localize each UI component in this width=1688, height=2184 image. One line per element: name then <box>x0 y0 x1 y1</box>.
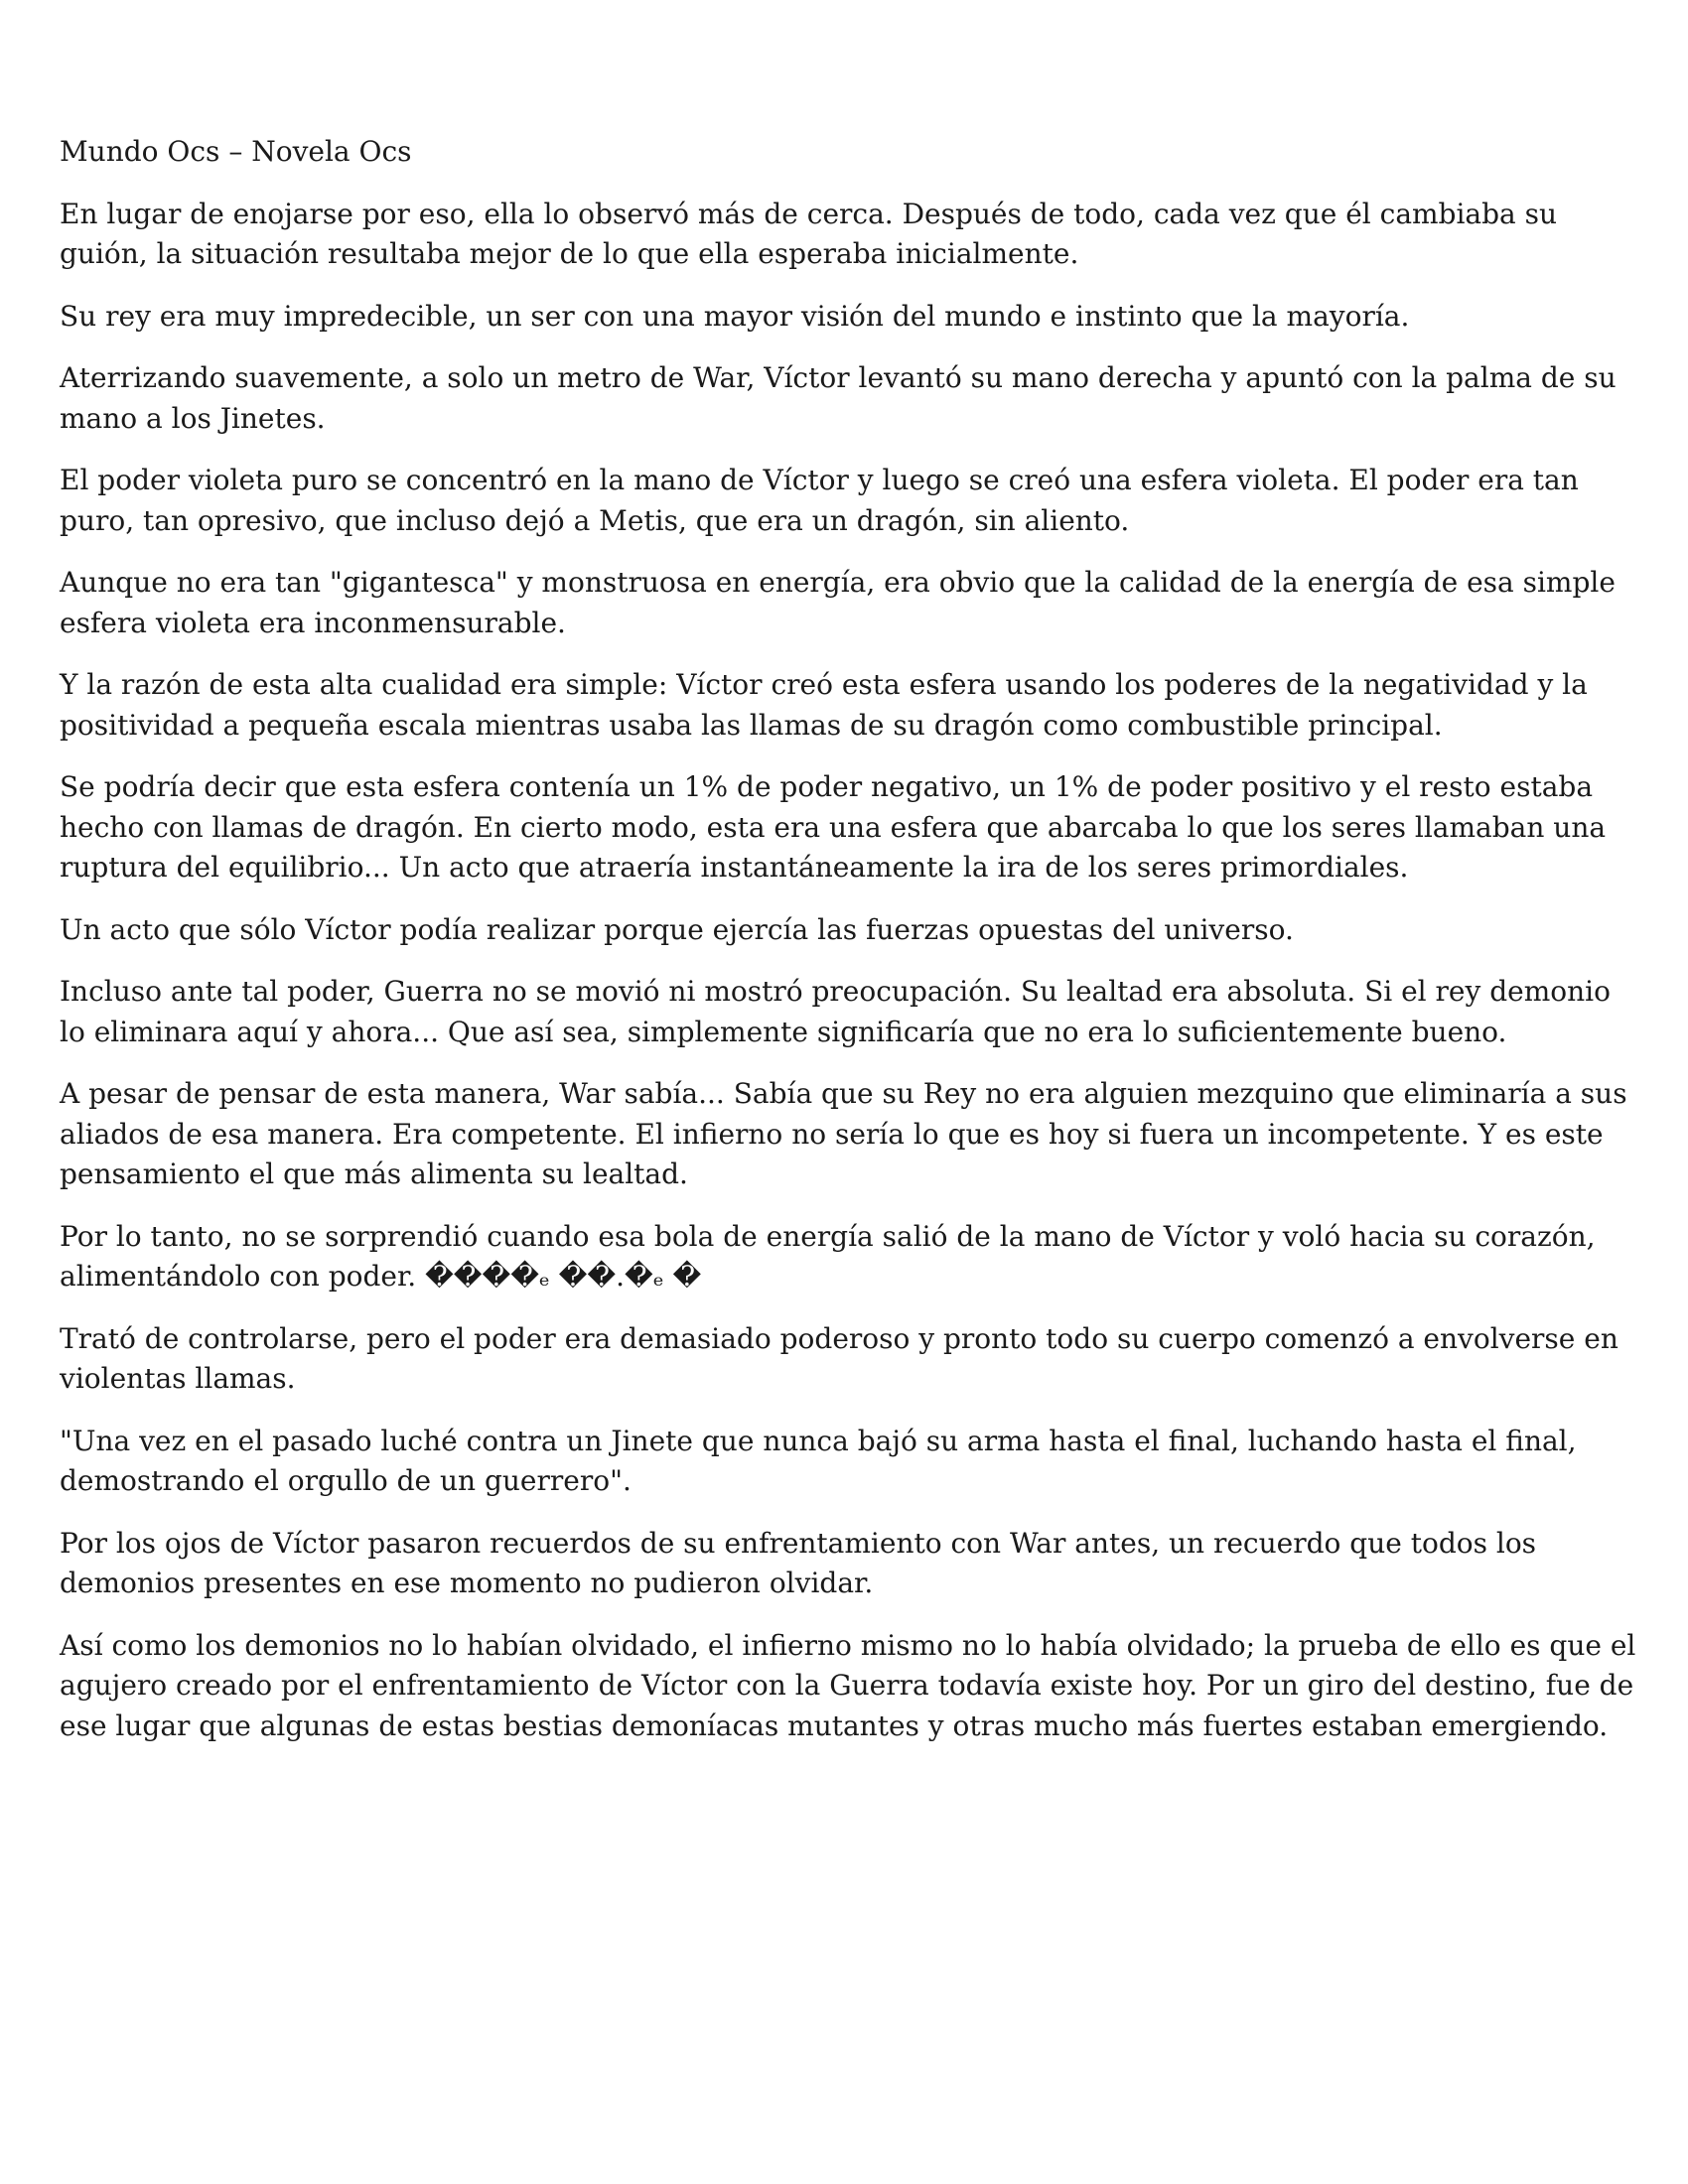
page-header: Mundo Ocs – Novela Ocs <box>60 135 412 168</box>
paragraph: Trató de controlarse, pero el poder era demasiado poderoso y pronto todo su cuerpo comenzó a envolverse en violentas llamas. <box>60 1321 1618 1395</box>
paragraph: El poder violeta puro se concentró en la mano de Víctor y luego se creó una esfera violeta. El poder era tan puro, tan opresivo, que incluso dejó a Metis, que era un dragón, sin aliento. <box>60 464 1579 537</box>
paragraph: Aterrizando suavemente, a solo un metro de War, Víctor levantó su mano derecha y apuntó con la palma de su mano a los Jinetes. <box>60 361 1617 435</box>
paragraph: Incluso ante tal poder, Guerra no se movió ni mostró preocupación. Su lealtad era absoluta. Si el rey demonio lo eliminara aquí y ahora... Que así sea, simplemente significaría que no era lo suficientemente bueno. <box>60 975 1611 1048</box>
paragraph: Aunque no era tan "gigantesca" y monstruosa en energía, era obvio que la calidad de la energía de esa simple esfera violeta era inconmensurable. <box>60 566 1616 639</box>
paragraph: Así como los demonios no lo habían olvidado, el infierno mismo no lo había olvidado; la prueba de ello es que el agujero creado por el enfrentamiento de Víctor con la Guerra todavía existe hoy. Por un giro del destino, fue de ese lugar que algunas de estas bestias demoníacas mutantes y otras mucho más fuertes estaban emergiendo. <box>60 1628 1636 1742</box>
paragraph: "Una vez en el pasado luché contra un Jinete que nunca bajó su arma hasta el final, luchando hasta el final, demostrando el orgullo de un guerrero". <box>60 1424 1577 1497</box>
paragraph: En lugar de enojarse por eso, ella lo observó más de cerca. Después de todo, cada vez que él cambiaba su guión, la situación resultaba mejor de lo que ella esperaba inicialmente. <box>60 197 1558 270</box>
paragraph: Y la razón de esta alta cualidad era simple: Víctor creó esta esfera usando los poderes de la negatividad y la positividad a pequeña escala mientras usaba las llamas de su dragón como combustible principal. <box>60 668 1588 742</box>
paragraph: Por los ojos de Víctor pasaron recuerdos de su enfrentamiento con War antes, un recuerdo que todos los demonios presentes en ese momento no pudieron olvidar. <box>60 1526 1537 1599</box>
paragraph: Se podría decir que esta esfera contenía un 1% de poder negativo, un 1% de poder positivo y el resto estaba hecho con llamas de dragón. En cierto modo, esta era una esfera que abarcaba lo que los seres llamaban una ruptura del equilibrio... Un acto que atraería instantáneamente la ira de los seres primordiales. <box>60 770 1607 884</box>
paragraph: Su rey era muy impredecible, un ser con una mayor visión del mundo e instinto que la mayoría. <box>60 299 1410 333</box>
paragraph: Un acto que sólo Víctor podía realizar porque ejercía las fuerzas opuestas del universo. <box>60 912 1294 946</box>
paragraph: A pesar de pensar de esta manera, War sabía... Sabía que su Rey no era alguien mezquino que eliminaría a sus aliados de esa manera. Era competente. El infierno no sería lo que es hoy si fuera un incompetente. Y es este pensamiento el que más alimenta su lealtad. <box>60 1077 1627 1190</box>
document-body <box>60 132 1638 1768</box>
paragraph: Por lo tanto, no se sorprendió cuando esa bola de energía salió de la mano de Víctor y voló hacia su corazón, alimentándolo con poder. ����ₑ ��.�ₑ � <box>60 1219 1596 1293</box>
